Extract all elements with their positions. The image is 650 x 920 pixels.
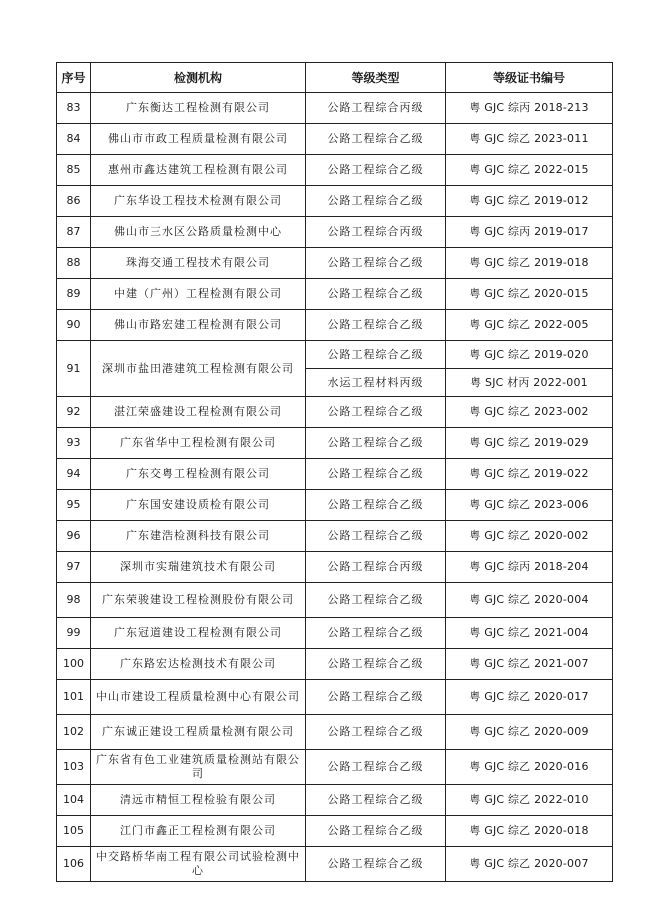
table-row [57,217,613,248]
row-org: 佛山市三水区公路质量检测中心 [91,217,306,248]
row-org: 广东路宏达检测技术有限公司 [91,649,306,680]
row-no: 84 [57,124,91,155]
header-type: 等级类型 [306,63,446,93]
header-no: 序号 [57,63,91,93]
row-type: 公路工程综合乙级 [306,715,446,750]
row-org: 广东华设工程技术检测有限公司 [91,186,306,217]
row-org: 广东衡达工程检测有限公司 [91,93,306,124]
row-no: 94 [57,459,91,490]
row-type: 公路工程综合乙级 [306,649,446,680]
row-no: 99 [57,618,91,649]
row-org: 惠州市鑫达建筑工程检测有限公司 [91,155,306,186]
row-no: 92 [57,397,91,428]
table-row [57,459,613,490]
row-org: 广东诚正建设工程质量检测有限公司 [91,715,306,750]
row-org: 广东交粤工程检测有限公司 [91,459,306,490]
row-cert: 粤 GJC 综乙 2020-015 [446,279,613,310]
row-cert: 粤 GJC 综丙 2018-204 [446,552,613,583]
table-row [57,785,613,816]
row-cert: 粤 GJC 综乙 2021-007 [446,649,613,680]
row-type: 公路工程综合乙级 [306,680,446,715]
row-type: 公路工程综合乙级 [306,459,446,490]
row-type: 公路工程综合乙级 [306,279,446,310]
row-type: 公路工程综合乙级 [306,490,446,521]
row-org: 佛山市路宏建工程检测有限公司 [91,310,306,341]
row-cert: 粤 GJC 综乙 2023-011 [446,124,613,155]
row-org: 广东建浩检测科技有限公司 [91,521,306,552]
row-org: 广东国安建设质检有限公司 [91,490,306,521]
row-org: 佛山市市政工程质量检测有限公司 [91,124,306,155]
row-cert: 粤 GJC 综乙 2020-004 [446,583,613,618]
row-org: 深圳市盐田港建筑工程检测有限公司 [91,341,306,397]
row-org: 广东荣骏建设工程检测股份有限公司 [91,583,306,618]
row-no: 90 [57,310,91,341]
table-row [57,715,613,750]
row-cert: 粤 GJC 综乙 2019-029 [446,428,613,459]
table-row [57,428,613,459]
row-type: 公路工程综合乙级 [306,428,446,459]
table-row [57,397,613,428]
row-cert-secondary: 粤 SJC 材丙 2022-001 [446,369,613,397]
table-row [57,847,613,882]
row-cert: 粤 GJC 综乙 2020-016 [446,750,613,785]
table-row [57,816,613,847]
row-type: 公路工程综合乙级 [306,310,446,341]
row-type: 公路工程综合乙级 [306,186,446,217]
row-cert: 粤 GJC 综乙 2022-005 [446,310,613,341]
row-org: 广东省华中工程检测有限公司 [91,428,306,459]
row-type: 公路工程综合丙级 [306,217,446,248]
row-cert: 粤 GJC 综乙 2020-009 [446,715,613,750]
row-org: 湛江荣盛建设工程检测有限公司 [91,397,306,428]
row-type: 公路工程综合乙级 [306,847,446,882]
table-row [57,155,613,186]
row-no: 93 [57,428,91,459]
row-no: 103 [57,750,91,785]
row-org: 中建（广州）工程检测有限公司 [91,279,306,310]
row-type: 公路工程综合丙级 [306,93,446,124]
row-no: 91 [57,341,91,397]
row-type: 公路工程综合乙级 [306,124,446,155]
row-no: 83 [57,93,91,124]
row-no: 88 [57,248,91,279]
header-org: 检测机构 [91,63,306,93]
row-no: 86 [57,186,91,217]
row-type: 公路工程综合乙级 [306,750,446,785]
row-no: 100 [57,649,91,680]
row-type-secondary: 水运工程材料丙级 [306,369,446,397]
row-cert: 粤 GJC 综乙 2020-007 [446,847,613,882]
row-type: 公路工程综合乙级 [306,583,446,618]
row-no: 95 [57,490,91,521]
row-no: 101 [57,680,91,715]
table-row [57,618,613,649]
row-cert: 粤 GJC 综乙 2020-017 [446,680,613,715]
row-type: 公路工程综合乙级 [306,785,446,816]
row-cert: 粤 GJC 综乙 2023-002 [446,397,613,428]
row-no: 104 [57,785,91,816]
certification-table [56,62,613,882]
row-cert: 粤 GJC 综乙 2020-002 [446,521,613,552]
row-no: 102 [57,715,91,750]
table-row [57,649,613,680]
row-org: 珠海交通工程技术有限公司 [91,248,306,279]
row-no: 98 [57,583,91,618]
table-row [57,279,613,310]
table-row [57,310,613,341]
row-cert: 粤 GJC 综乙 2022-010 [446,785,613,816]
row-org: 中交路桥华南工程有限公司试验检测中心 [91,847,306,882]
row-org: 清远市精恒工程检验有限公司 [91,785,306,816]
row-type: 公路工程综合乙级 [306,618,446,649]
row-no: 105 [57,816,91,847]
table-row [57,124,613,155]
table-row [57,341,613,369]
table-row [57,93,613,124]
row-no: 85 [57,155,91,186]
row-org: 广东省有色工业建筑质量检测站有限公司 [91,750,306,785]
row-org: 中山市建设工程质量检测中心有限公司 [91,680,306,715]
row-cert: 粤 GJC 综乙 2019-012 [446,186,613,217]
row-cert: 粤 GJC 综乙 2019-020 [446,341,613,369]
row-cert: 粤 GJC 综乙 2019-022 [446,459,613,490]
table-row [57,552,613,583]
row-cert: 粤 GJC 综乙 2022-015 [446,155,613,186]
row-no: 96 [57,521,91,552]
table-row [57,248,613,279]
row-org: 江门市鑫正工程检测有限公司 [91,816,306,847]
row-type: 公路工程综合乙级 [306,155,446,186]
row-type: 公路工程综合乙级 [306,521,446,552]
row-org: 广东冠道建设工程检测有限公司 [91,618,306,649]
row-type: 公路工程综合乙级 [306,816,446,847]
row-cert: 粤 GJC 综乙 2021-004 [446,618,613,649]
row-no: 89 [57,279,91,310]
row-type: 公路工程综合乙级 [306,397,446,428]
row-no: 87 [57,217,91,248]
table-row [57,521,613,552]
row-type: 公路工程综合丙级 [306,552,446,583]
row-no: 97 [57,552,91,583]
table-row [57,490,613,521]
table-header-row [57,63,613,93]
table-row [57,680,613,715]
header-cert: 等级证书编号 [446,63,613,93]
row-no: 106 [57,847,91,882]
row-cert: 粤 GJC 综乙 2019-018 [446,248,613,279]
row-cert: 粤 GJC 综乙 2020-018 [446,816,613,847]
row-cert: 粤 GJC 综丙 2019-017 [446,217,613,248]
table-row [57,583,613,618]
row-type: 公路工程综合乙级 [306,341,446,369]
row-type: 公路工程综合乙级 [306,248,446,279]
row-org: 深圳市实瑞建筑技术有限公司 [91,552,306,583]
table-row [57,186,613,217]
row-cert: 粤 GJC 综丙 2018-213 [446,93,613,124]
row-cert: 粤 GJC 综乙 2023-006 [446,490,613,521]
table-row [57,750,613,785]
